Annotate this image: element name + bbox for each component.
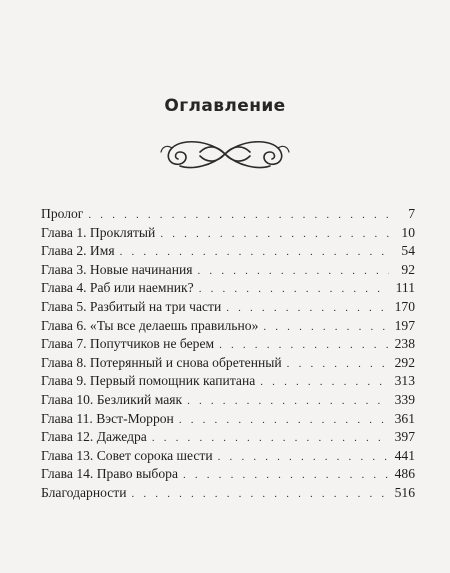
toc-entry-title: Пролог [41, 206, 84, 221]
toc-entry [41, 224, 415, 243]
toc-entry-page-number: 7 [408, 206, 415, 221]
toc-entry-page-number: 339 [394, 391, 415, 407]
toc-entry-title: Глава 8. Потерянный и снова обретенный [41, 354, 282, 370]
toc-entry-title: Благодарности [41, 484, 127, 500]
toc-dot-leader [260, 373, 389, 392]
toc-dot-leader [183, 466, 389, 485]
toc-entry [41, 335, 415, 354]
toc-entry-title: Глава 10. Безликий маяк [41, 391, 183, 407]
toc-entry-page-number: 92 [401, 261, 415, 277]
toc-entry [41, 298, 415, 317]
toc-dot-leader [132, 485, 390, 504]
toc-entry-page-number: 313 [394, 373, 415, 389]
toc-dot-leader [199, 280, 389, 299]
toc-entry-page-number: 361 [394, 410, 415, 426]
toc-entry-title: Глава 1. Проклятый [41, 224, 156, 240]
toc-entry [41, 391, 415, 410]
toc-entry-page-number: 111 [395, 280, 415, 296]
toc-dot-leader [198, 262, 389, 281]
toc-entry-title: Глава 3. Новые начинания [41, 261, 193, 277]
toc-entry-title: Глава 2. Имя [41, 243, 115, 259]
toc-entry [41, 205, 415, 224]
toc-dot-leader [179, 411, 389, 430]
toc-entry [41, 279, 415, 298]
toc-dot-leader [218, 448, 389, 467]
toc-dot-leader [287, 355, 389, 374]
toc-entry-title: Глава 13. Совет сорока шести [41, 447, 213, 463]
toc-entry-title: Глава 9. Первый помощник капитана [41, 373, 256, 389]
toc-entry [41, 317, 415, 336]
toc-entry [41, 447, 415, 466]
toc-entry-page-number: 486 [394, 466, 415, 482]
toc-entry [41, 261, 415, 280]
toc-entry [41, 428, 415, 447]
flourish-ornament-icon [160, 130, 290, 176]
page-title: Оглавление [164, 96, 286, 116]
toc-entry-title: Глава 5. Разбитый на три части [41, 298, 222, 314]
toc-entry-title: Глава 14. Право выбора [41, 466, 178, 482]
toc-entry [41, 484, 415, 503]
toc-dot-leader [187, 392, 389, 411]
toc-entry-title: Глава 4. Раб или наемник? [41, 280, 194, 296]
toc-entry [41, 242, 415, 261]
toc-entry-page-number: 516 [394, 484, 415, 500]
toc-entry-page-number: 397 [394, 429, 415, 445]
toc-dot-leader [263, 318, 389, 337]
toc-dot-leader [88, 206, 389, 225]
toc-entry-title: Глава 6. «Ты все делаешь правильно» [41, 317, 259, 333]
toc-entry-page-number: 170 [394, 298, 415, 314]
toc-dot-leader [219, 336, 389, 355]
toc-entry-page-number: 10 [401, 224, 415, 240]
toc-dot-leader [152, 429, 389, 448]
toc-dot-leader [226, 299, 389, 318]
toc-entry [41, 372, 415, 391]
toc-dot-leader [120, 243, 389, 262]
table-of-contents [41, 205, 415, 503]
toc-entry-page-number: 441 [394, 447, 415, 463]
toc-dot-leader [160, 225, 389, 244]
toc-entry [41, 410, 415, 429]
toc-entry-page-number: 197 [394, 317, 415, 333]
toc-entry-title: Глава 7. Попутчиков не берем [41, 336, 215, 352]
toc-entry-title: Глава 11. Вэст-Моррон [41, 410, 174, 426]
toc-entry [41, 354, 415, 373]
toc-entry-page-number: 292 [394, 354, 415, 370]
toc-entry-title: Глава 12. Дажедра [41, 429, 147, 445]
toc-entry-page-number: 54 [401, 243, 415, 259]
toc-entry [41, 465, 415, 484]
toc-entry-page-number: 238 [394, 336, 415, 352]
